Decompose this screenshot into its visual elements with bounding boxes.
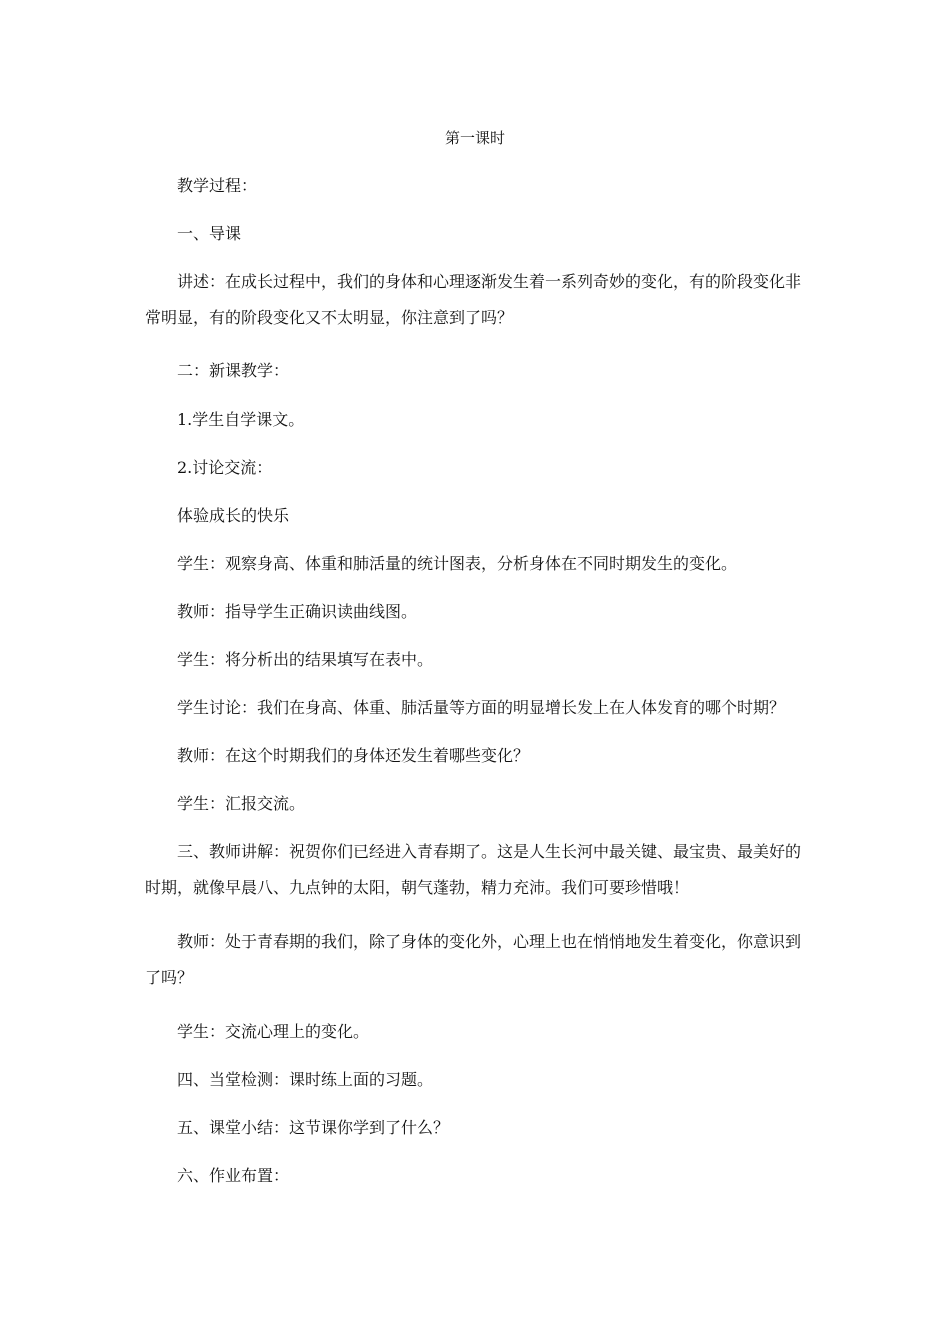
paragraph-student-fill: 学生：将分析出的结果填写在表中。 [177,650,434,669]
paragraph-homework: 六、作业布置： [177,1166,290,1185]
paragraph-new-lesson-heading: 二：新课教学： [177,361,290,380]
paragraph-student-discuss: 学生讨论：我们在身高、体重、肺活量等方面的明显增长发上在人体发育的哪个时期？ [177,698,786,717]
paragraph-teacher-question: 教师：在这个时期我们的身体还发生着哪些变化？ [177,746,530,765]
paragraph-summary: 五、课堂小结：这节课你学到了什么？ [177,1118,450,1137]
paragraph-intro-heading: 一、导课 [177,224,242,243]
paragraph-teacher-guide: 教师：指导学生正确识读曲线图。 [177,602,418,621]
paragraph-student-report: 学生：汇报交流。 [177,794,306,813]
paragraph-self-study: 1.学生自学课文。 [177,410,305,429]
paragraph-teacher-psychology: 教师：处于青春期的我们，除了身体的变化外，心理上也在悄悄地发生着变化，你意识到了吗？ [145,932,802,987]
page-title: 第一课时 [444,129,505,147]
paragraph-discussion: 2.讨论交流： [177,458,273,477]
paragraph-experience-growth: 体验成长的快乐 [177,506,290,525]
paragraph-student-psychology: 学生：交流心理上的变化。 [177,1022,370,1041]
paragraph-teaching-process: 教学过程： [177,176,258,195]
paragraph-in-class-test: 四、当堂检测：课时练上面的习题。 [177,1070,434,1089]
paragraph-student-observe: 学生：观察身高、体重和肺活量的统计图表，分析身体在不同时期发生的变化。 [177,554,738,573]
paragraph-teacher-explain: 三、教师讲解：祝贺你们已经进入青春期了。这是人生长河中最关键、最宝贵、最美好的时期，就像早晨八、九点钟的太阳，朝气蓬勃，精力充沛。我们可要珍惜哦！ [145,842,802,897]
paragraph-narration: 讲述：在成长过程中，我们的身体和心理逐渐发生着一系列奇妙的变化，有的阶段变化非常明显，有的阶段变化又不太明显，你注意到了吗？ [145,272,802,327]
